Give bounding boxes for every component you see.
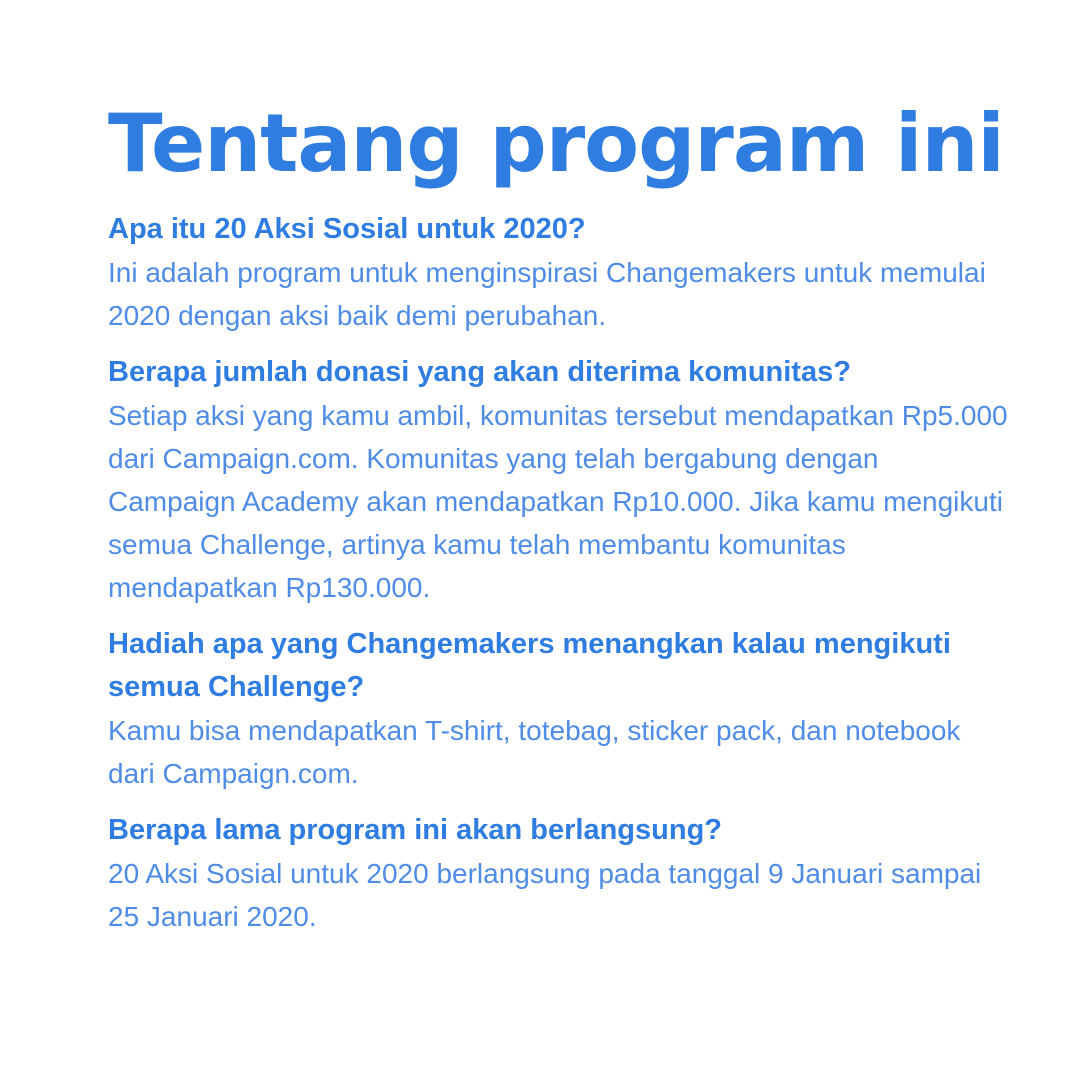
faq-item bbox=[108, 351, 1008, 609]
faq-item bbox=[108, 208, 1008, 337]
faq-question: Berapa jumlah donasi yang akan diterima komunitas? bbox=[108, 356, 851, 388]
faq-question: Hadiah apa yang Changemakers menangkan kalau mengikuti semua Challenge? bbox=[108, 628, 951, 703]
faq-item bbox=[108, 623, 1008, 795]
page-content bbox=[108, 96, 1008, 938]
faq-question: Berapa lama program ini akan berlangsung? bbox=[108, 814, 722, 846]
faq-question: Apa itu 20 Aksi Sosial untuk 2020? bbox=[108, 213, 586, 245]
faq-answer: Ini adalah program untuk menginspirasi Changemakers untuk memulai 2020 dengan aksi baik demi perubahan. bbox=[108, 257, 986, 331]
faq-answer: Kamu bisa mendapatkan T-shirt, totebag, sticker pack, dan notebook dari Campaign.com. bbox=[108, 715, 961, 789]
faq-item bbox=[108, 809, 1008, 938]
faq-answer: 20 Aksi Sosial untuk 2020 berlangsung pada tanggal 9 Januari sampai 25 Januari 2020. bbox=[108, 858, 982, 932]
faq-answer: Setiap aksi yang kamu ambil, komunitas tersebut mendapatkan Rp5.000 dari Campaign.com. Komunitas yang telah bergabung dengan Campaign Academy akan mendapatkan Rp10.000. Jika kamu mengikuti semua Challenge, artinya kamu telah membantu komunitas mendapatkan Rp130.000. bbox=[108, 400, 1008, 603]
page-title: Tentang program ini bbox=[108, 97, 1004, 190]
